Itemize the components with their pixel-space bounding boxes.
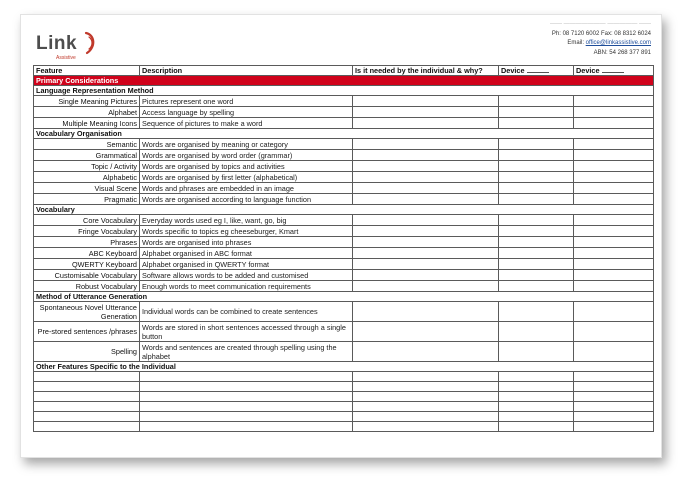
device-2-cell[interactable] xyxy=(574,118,654,129)
logo-subtitle: Assistive xyxy=(56,55,76,61)
header-description: Description xyxy=(140,66,353,76)
feature-cell[interactable] xyxy=(34,402,140,412)
needed-cell[interactable] xyxy=(353,412,499,422)
needed-cell[interactable] xyxy=(353,248,499,259)
device-1-cell[interactable] xyxy=(499,402,574,412)
email-line xyxy=(550,39,651,49)
device-2-cell[interactable] xyxy=(574,226,654,237)
needed-cell[interactable] xyxy=(353,183,499,194)
needed-cell[interactable] xyxy=(353,270,499,281)
description-cell: Words are organised by first letter (alphabetical) xyxy=(140,172,353,183)
feature-cell: Customisable Vocabulary xyxy=(34,270,140,281)
table-row xyxy=(34,270,654,281)
section-heading-row xyxy=(34,292,654,302)
device-2-cell[interactable] xyxy=(574,382,654,392)
table-row xyxy=(34,342,654,362)
device-1-cell[interactable] xyxy=(499,342,574,362)
device-1-cell[interactable] xyxy=(499,139,574,150)
description-cell: Enough words to meet communication requirements xyxy=(140,281,353,292)
description-cell: Pictures represent one word xyxy=(140,96,353,107)
table-row xyxy=(34,237,654,248)
needed-cell[interactable] xyxy=(353,342,499,362)
description-cell: Words are organised by word order (grammar) xyxy=(140,150,353,161)
description-cell[interactable] xyxy=(140,382,353,392)
description-cell[interactable] xyxy=(140,372,353,382)
needed-cell[interactable] xyxy=(353,402,499,412)
device-2-cell[interactable] xyxy=(574,237,654,248)
device-1-cell[interactable] xyxy=(499,194,574,205)
blank-row xyxy=(34,412,654,422)
section-heading-row xyxy=(34,205,654,215)
feature-cell: Alphabetic xyxy=(34,172,140,183)
description-cell[interactable] xyxy=(140,402,353,412)
device-1-cell[interactable] xyxy=(499,96,574,107)
section-heading: Method of Utterance Generation xyxy=(34,292,654,302)
description-cell: Alphabet organised in QWERTY format xyxy=(140,259,353,270)
device-2-cell[interactable] xyxy=(574,392,654,402)
device-1-cell[interactable] xyxy=(499,226,574,237)
table-row xyxy=(34,107,654,118)
needed-cell[interactable] xyxy=(353,96,499,107)
section-heading: Vocabulary xyxy=(34,205,654,215)
needed-cell[interactable] xyxy=(353,194,499,205)
description-cell: Words and sentences are created through spelling using the alphabet xyxy=(140,342,353,362)
contact-block xyxy=(550,20,651,58)
feature-cell: Single Meaning Pictures xyxy=(34,96,140,107)
needed-cell[interactable] xyxy=(353,161,499,172)
needed-cell[interactable] xyxy=(353,150,499,161)
logo-swirl-icon xyxy=(83,31,97,55)
needed-cell[interactable] xyxy=(353,382,499,392)
feature-cell: QWERTY Keyboard xyxy=(34,259,140,270)
description-cell: Sequence of pictures to make a word xyxy=(140,118,353,129)
device-2-underline xyxy=(602,66,624,73)
device-2-cell[interactable] xyxy=(574,342,654,362)
header-feature: Feature xyxy=(34,66,140,76)
table-row xyxy=(34,248,654,259)
device-2-cell[interactable] xyxy=(574,161,654,172)
device-1-cell[interactable] xyxy=(499,237,574,248)
needed-cell[interactable] xyxy=(353,392,499,402)
needed-cell[interactable] xyxy=(353,215,499,226)
header-device-2: Device xyxy=(574,66,654,76)
device-1-cell[interactable] xyxy=(499,382,574,392)
description-cell: Individual words can be combined to create sentences xyxy=(140,302,353,322)
section-heading-row xyxy=(34,362,654,372)
device-2-cell[interactable] xyxy=(574,402,654,412)
device-2-cell[interactable] xyxy=(574,183,654,194)
table-row xyxy=(34,172,654,183)
description-cell: Words are organised according to language function xyxy=(140,194,353,205)
feature-cell: Visual Scene xyxy=(34,183,140,194)
blank-row xyxy=(34,382,654,392)
device-1-cell[interactable] xyxy=(499,372,574,382)
table-row xyxy=(34,161,654,172)
table-row xyxy=(34,194,654,205)
feature-cell: Spontaneous Novel Utterance Generation xyxy=(34,302,140,322)
device-1-cell[interactable] xyxy=(499,412,574,422)
feature-cell: Phrases xyxy=(34,237,140,248)
section-heading: Vocabulary Organisation xyxy=(34,129,654,139)
device-1-cell[interactable] xyxy=(499,107,574,118)
needed-cell[interactable] xyxy=(353,322,499,342)
needed-cell[interactable] xyxy=(353,259,499,270)
device-1-cell[interactable] xyxy=(499,183,574,194)
needed-cell[interactable] xyxy=(353,107,499,118)
description-cell: Alphabet organised in ABC format xyxy=(140,248,353,259)
device-1-cell[interactable] xyxy=(499,150,574,161)
device-2-cell[interactable] xyxy=(574,96,654,107)
device-1-cell[interactable] xyxy=(499,172,574,183)
device-2-cell[interactable] xyxy=(574,139,654,150)
table-row xyxy=(34,139,654,150)
address-line: —— ——————— ————— —— xyxy=(549,21,651,27)
needed-cell[interactable] xyxy=(353,302,499,322)
device-1-cell[interactable] xyxy=(499,322,574,342)
feature-cell: Core Vocabulary xyxy=(34,215,140,226)
section-heading-row xyxy=(34,86,654,96)
description-cell: Software allows words to be added and customised xyxy=(140,270,353,281)
device-1-cell[interactable] xyxy=(499,118,574,129)
feature-cell: Topic / Activity xyxy=(34,161,140,172)
description-cell: Everyday words used eg I, like, want, go, big xyxy=(140,215,353,226)
device-2-cell[interactable] xyxy=(574,412,654,422)
device-1-cell[interactable] xyxy=(499,270,574,281)
device-1-cell[interactable] xyxy=(499,281,574,292)
feature-cell: Pre-stored sentences /phrases xyxy=(34,322,140,342)
feature-cell[interactable] xyxy=(34,392,140,402)
needed-cell[interactable] xyxy=(353,139,499,150)
feature-cell: Semantic xyxy=(34,139,140,150)
section-heading-row xyxy=(34,129,654,139)
description-cell: Words specific to topics eg cheeseburger, Kmart xyxy=(140,226,353,237)
needed-cell[interactable] xyxy=(353,237,499,248)
table-row xyxy=(34,226,654,237)
logo-wordmark: Link xyxy=(36,33,78,54)
device-2-cell[interactable] xyxy=(574,215,654,226)
email-link[interactable]: office@linkassistive.com xyxy=(585,40,651,46)
table-row xyxy=(34,322,654,342)
device-2-cell[interactable] xyxy=(574,270,654,281)
table-row xyxy=(34,281,654,292)
feature-cell: Alphabet xyxy=(34,107,140,118)
email-label: Email: xyxy=(567,40,584,46)
feature-cell: ABC Keyboard xyxy=(34,248,140,259)
table-row xyxy=(34,150,654,161)
device-1-cell[interactable] xyxy=(499,302,574,322)
feature-cell: Multiple Meaning Icons xyxy=(34,118,140,129)
table-row xyxy=(34,302,654,322)
needed-cell[interactable] xyxy=(353,422,499,432)
blank-row xyxy=(34,392,654,402)
feature-cell: Pragmatic xyxy=(34,194,140,205)
description-cell[interactable] xyxy=(140,422,353,432)
device-1-cell[interactable] xyxy=(499,248,574,259)
table-row xyxy=(34,183,654,194)
device-2-cell[interactable] xyxy=(574,372,654,382)
description-cell: Access language by spelling xyxy=(140,107,353,118)
needed-cell[interactable] xyxy=(353,226,499,237)
device-2-cell[interactable] xyxy=(574,248,654,259)
link-assistive-logo xyxy=(36,33,78,61)
device-1-cell[interactable] xyxy=(499,259,574,270)
description-cell: Words are organised by topics and activities xyxy=(140,161,353,172)
table-header-row xyxy=(34,66,654,76)
description-cell[interactable] xyxy=(140,412,353,422)
feature-cell[interactable] xyxy=(34,382,140,392)
document-page xyxy=(20,14,662,458)
device-2-cell[interactable] xyxy=(574,281,654,292)
feature-cell[interactable] xyxy=(34,412,140,422)
device-2-cell[interactable] xyxy=(574,322,654,342)
device-2-cell[interactable] xyxy=(574,422,654,432)
device-1-cell[interactable] xyxy=(499,161,574,172)
phone-fax: Ph: 08 7120 6002 Fax: 08 8312 6024 xyxy=(551,30,651,37)
device-2-cell[interactable] xyxy=(574,150,654,161)
table-row xyxy=(34,96,654,107)
needed-cell[interactable] xyxy=(353,372,499,382)
needed-cell[interactable] xyxy=(353,172,499,183)
needed-cell[interactable] xyxy=(353,281,499,292)
feature-cell: Grammatical xyxy=(34,150,140,161)
blank-row xyxy=(34,422,654,432)
features-table xyxy=(33,65,654,432)
table-row xyxy=(34,118,654,129)
device-2-cell[interactable] xyxy=(574,107,654,118)
description-cell: Words and phrases are embedded in an image xyxy=(140,183,353,194)
description-cell: Words are organised by meaning or category xyxy=(140,139,353,150)
abn: ABN: 54 268 377 891 xyxy=(593,49,651,56)
device-1-cell[interactable] xyxy=(499,215,574,226)
device-1-cell[interactable] xyxy=(499,422,574,432)
device-2-cell[interactable] xyxy=(574,302,654,322)
table-row xyxy=(34,259,654,270)
description-cell: Words are stored in short sentences accessed through a single button xyxy=(140,322,353,342)
header-device-1: Device xyxy=(499,66,574,76)
feature-cell[interactable] xyxy=(34,372,140,382)
table-body xyxy=(34,76,654,432)
needed-cell[interactable] xyxy=(353,118,499,129)
device-1-underline xyxy=(527,66,549,73)
feature-cell: Fringe Vocabulary xyxy=(34,226,140,237)
device-2-cell[interactable] xyxy=(574,172,654,183)
description-cell: Words are organised into phrases xyxy=(140,237,353,248)
feature-cell: Spelling xyxy=(34,342,140,362)
description-cell[interactable] xyxy=(140,392,353,402)
header-needed: Is it needed by the individual & why? xyxy=(353,66,499,76)
section-heading: Other Features Specific to the Individual xyxy=(34,362,654,372)
device-2-cell[interactable] xyxy=(574,194,654,205)
feature-cell: Robust Vocabulary xyxy=(34,281,140,292)
section-heading: Language Representation Method xyxy=(34,86,654,96)
blank-row xyxy=(34,372,654,382)
device-1-cell[interactable] xyxy=(499,392,574,402)
blank-row xyxy=(34,402,654,412)
primary-considerations-bar: Primary Considerations xyxy=(34,76,654,86)
device-2-cell[interactable] xyxy=(574,259,654,270)
table-row xyxy=(34,215,654,226)
feature-cell[interactable] xyxy=(34,422,140,432)
